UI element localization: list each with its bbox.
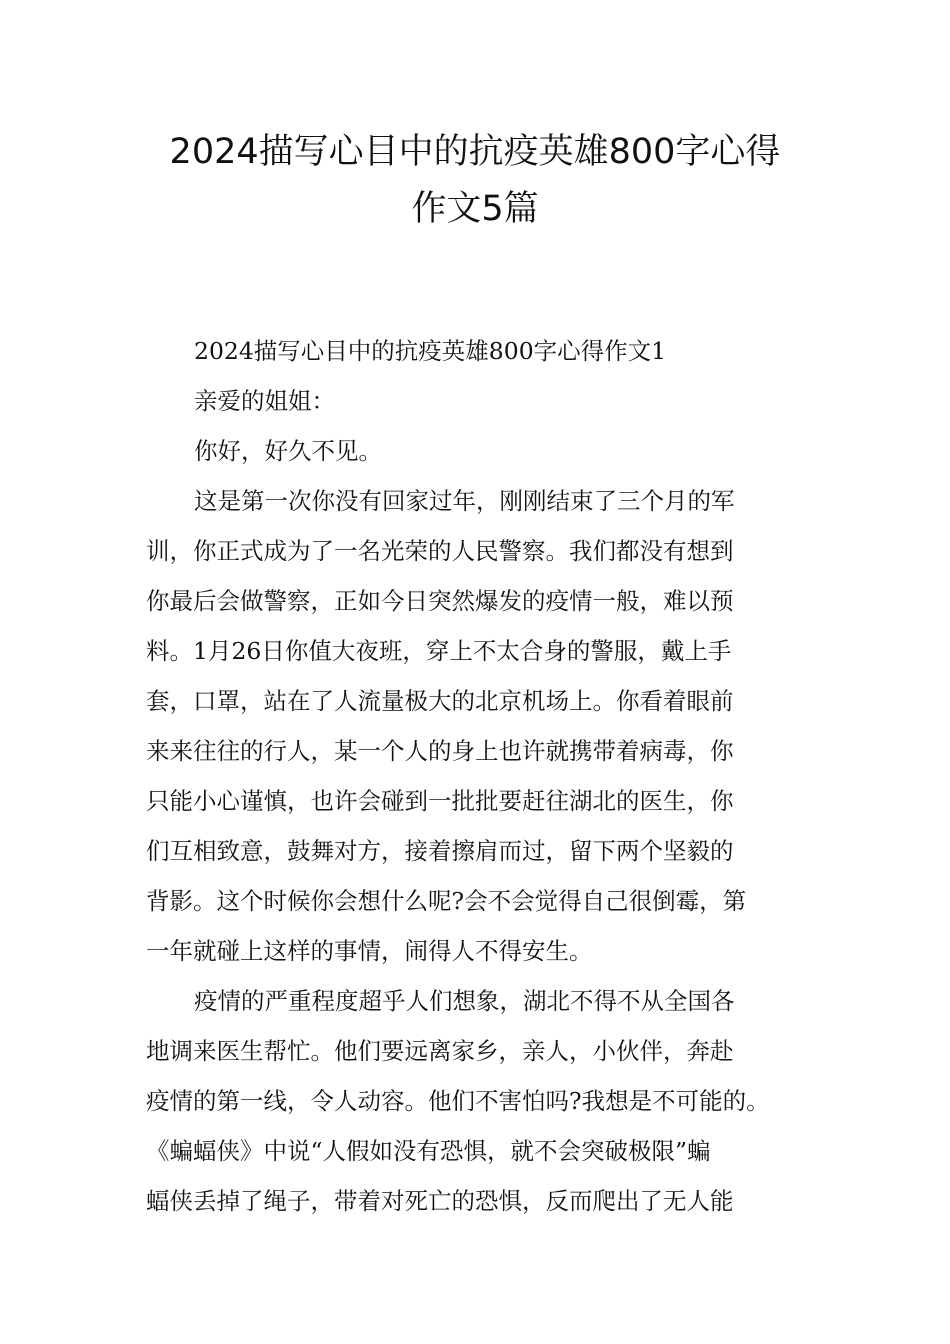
text-line: 这是第一次你没有回家过年，刚刚结束了三个月的军: [194, 487, 735, 515]
text-line: 《蝙蝠侠》中说“人假如没有恐惧，就不会突破极限”蝙: [146, 1137, 711, 1165]
paragraph: [146, 976, 826, 1226]
text-line: 一年就碰上这样的事情，闹得人不得安生。: [146, 937, 593, 965]
text-line: 背影。这个时候你会想什么呢?会不会觉得自己很倒霉，第: [146, 887, 747, 915]
title-line: 2024描写心目中的抗疫英雄800字心得: [169, 132, 781, 172]
text-line: 料。1月26日你值大夜班，穿上不太合身的警服，戴上手: [146, 637, 732, 665]
paragraph-salutation: [146, 376, 826, 426]
paragraph-greeting: [146, 426, 826, 476]
text-line: 疫情的第一线，令人动容。他们不害怕吗?我想是不可能的。: [146, 1087, 770, 1115]
text-line: 训，你正式成为了一名光荣的人民警察。我们都没有想到: [146, 537, 734, 565]
text-line: 地调来医生帮忙。他们要远离家乡，亲人，小伙伴，奔赴: [146, 1037, 734, 1065]
text-line: 来来往往的行人，某一个人的身上也许就携带着病毒，你: [146, 737, 734, 765]
text-line: 亲爱的姐姐：: [194, 387, 335, 415]
text-line: 2024描写心目中的抗疫英雄800字心得作文1: [194, 337, 667, 365]
text-line: 只能小心谨慎，也许会碰到一批批要赶往湖北的医生，你: [146, 787, 734, 815]
paragraph: [146, 476, 826, 976]
document-body: [146, 326, 826, 1226]
text-line: 套，口罩，站在了人流量极大的北京机场上。你看着眼前: [146, 687, 734, 715]
document-title: [100, 124, 850, 238]
text-line: 疫情的严重程度超乎人们想象，湖北不得不从全国各: [194, 987, 735, 1015]
title-line: 作文5篇: [411, 189, 539, 229]
text-line: 蝠侠丢掉了绳子，带着对死亡的恐惧，反而爬出了无人能: [146, 1187, 734, 1215]
text-line: 们互相致意，鼓舞对方，接着擦肩而过，留下两个坚毅的: [146, 837, 734, 865]
text-line: 你好，好久不见。: [194, 437, 382, 465]
text-line: 你最后会做警察，正如今日突然爆发的疫情一般，难以预: [146, 587, 734, 615]
paragraph-heading: [146, 326, 826, 376]
